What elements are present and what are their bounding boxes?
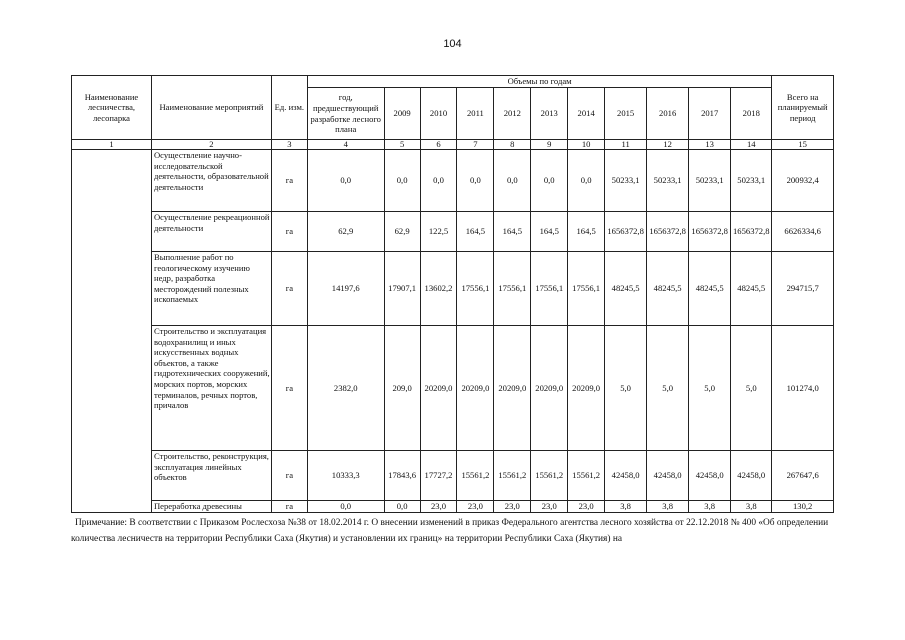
column-number: 8: [494, 140, 531, 150]
column-number: 9: [531, 140, 568, 150]
table-row: [72, 252, 834, 326]
prev-year-cell: 0,0: [307, 501, 384, 513]
year-value-cell: 0,0: [531, 150, 568, 212]
unit-cell: га: [271, 501, 307, 513]
column-number: 10: [568, 140, 605, 150]
prev-year-cell: 14197,6: [307, 252, 384, 326]
unit-cell: га: [271, 150, 307, 212]
header-year: 2012: [494, 88, 531, 140]
year-value-cell: 13602,2: [420, 252, 457, 326]
year-value-cell: 3,8: [605, 501, 647, 513]
year-value-cell: 5,0: [689, 326, 731, 451]
header-forestry: Наименование лесничества, лесопарка: [72, 76, 152, 140]
column-number: 1: [72, 140, 152, 150]
unit-cell: га: [271, 326, 307, 451]
year-value-cell: 0,0: [384, 150, 420, 212]
year-value-cell: 50233,1: [605, 150, 647, 212]
year-value-cell: 0,0: [494, 150, 531, 212]
year-value-cell: 20209,0: [531, 326, 568, 451]
year-value-cell: 42458,0: [689, 451, 731, 501]
year-value-cell: 15561,2: [494, 451, 531, 501]
year-value-cell: 1656372,8: [605, 212, 647, 252]
header-year: 2016: [647, 88, 689, 140]
total-cell: 6626334,6: [772, 212, 834, 252]
year-value-cell: 1656372,8: [731, 212, 772, 252]
year-value-cell: 20209,0: [494, 326, 531, 451]
header-year: 2010: [420, 88, 457, 140]
year-value-cell: 23,0: [531, 501, 568, 513]
year-value-cell: 15561,2: [568, 451, 605, 501]
year-value-cell: 23,0: [568, 501, 605, 513]
year-value-cell: 3,8: [731, 501, 772, 513]
year-value-cell: 3,8: [689, 501, 731, 513]
column-number: 13: [689, 140, 731, 150]
prev-year-cell: 2382,0: [307, 326, 384, 451]
year-value-cell: 48245,5: [689, 252, 731, 326]
measure-name: Переработка древесины: [151, 501, 271, 513]
total-cell: 267647,6: [772, 451, 834, 501]
page-number: 104: [443, 38, 462, 50]
unit-cell: га: [271, 252, 307, 326]
year-value-cell: 0,0: [384, 501, 420, 513]
column-number: 14: [731, 140, 772, 150]
year-value-cell: 48245,5: [605, 252, 647, 326]
year-value-cell: 1656372,8: [689, 212, 731, 252]
forestry-name-cell: [72, 150, 152, 513]
header-total: Всего на планируемый период: [772, 76, 834, 140]
year-value-cell: 23,0: [457, 501, 494, 513]
table-row: [72, 326, 834, 451]
year-value-cell: 20209,0: [457, 326, 494, 451]
column-number: 6: [420, 140, 457, 150]
header-year: 2018: [731, 88, 772, 140]
year-value-cell: 164,5: [457, 212, 494, 252]
column-number: 5: [384, 140, 420, 150]
total-cell: 101274,0: [772, 326, 834, 451]
header-prev-year: год, предшествующий разработке лесного плана: [307, 88, 384, 140]
measure-name: Строительство, реконструкция, эксплуатация линейных объектов: [151, 451, 271, 501]
year-value-cell: 5,0: [647, 326, 689, 451]
measure-name: Выполнение работ по геологическому изучению недр, разработка месторождений полезных ископаемых: [151, 252, 271, 326]
column-number: 4: [307, 140, 384, 150]
year-value-cell: 1656372,8: [647, 212, 689, 252]
table-row: [72, 451, 834, 501]
year-value-cell: 15561,2: [531, 451, 568, 501]
prev-year-cell: 0,0: [307, 150, 384, 212]
year-value-cell: 5,0: [731, 326, 772, 451]
header-year: 2017: [689, 88, 731, 140]
column-number: 15: [772, 140, 834, 150]
header-year: 2011: [457, 88, 494, 140]
year-value-cell: 164,5: [494, 212, 531, 252]
year-value-cell: 62,9: [384, 212, 420, 252]
year-value-cell: 164,5: [531, 212, 568, 252]
year-value-cell: 23,0: [494, 501, 531, 513]
year-value-cell: 0,0: [457, 150, 494, 212]
header-unit: Ед. изм.: [271, 76, 307, 140]
year-value-cell: 15561,2: [457, 451, 494, 501]
column-number: 2: [151, 140, 271, 150]
column-number: 11: [605, 140, 647, 150]
prev-year-cell: 10333,3: [307, 451, 384, 501]
column-number: 7: [457, 140, 494, 150]
year-value-cell: 17843,6: [384, 451, 420, 501]
year-value-cell: 17907,1: [384, 252, 420, 326]
year-value-cell: 17556,1: [457, 252, 494, 326]
year-value-cell: 23,0: [420, 501, 457, 513]
measure-name: Строительство и эксплуатация водохранилищ и иных искусственных водных объектов, а также гидротехнических сооружений, морских портов, морских терминалов, речных портов, причалов: [151, 326, 271, 451]
header-year: 2015: [605, 88, 647, 140]
header-volumes-group: Объемы по годам: [307, 76, 772, 88]
year-value-cell: 42458,0: [647, 451, 689, 501]
year-value-cell: 48245,5: [731, 252, 772, 326]
year-value-cell: 17556,1: [568, 252, 605, 326]
table-row: [72, 212, 834, 252]
unit-cell: га: [271, 212, 307, 252]
year-value-cell: 0,0: [420, 150, 457, 212]
header-year: 2014: [568, 88, 605, 140]
year-value-cell: 3,8: [647, 501, 689, 513]
year-value-cell: 5,0: [605, 326, 647, 451]
total-cell: 200932,4: [772, 150, 834, 212]
year-value-cell: 50233,1: [689, 150, 731, 212]
year-value-cell: 42458,0: [605, 451, 647, 501]
year-value-cell: 20209,0: [420, 326, 457, 451]
total-cell: 294715,7: [772, 252, 834, 326]
footnote: Примечание: В соответствии с Приказом Рослесхоза №38 от 18.02.2014 г. О внесении изменений в приказ Федерального агентства лесного хозяйства от 22.12.2018 № 400 «Об определении количества лесничеств на территории Республики Саха (Якутия) и установлении их границ» на территории Республики Саха (Якутия) на: [71, 518, 829, 544]
column-numbers-row: [72, 140, 834, 150]
measure-name: Осуществление научно-исследовательской деятельности, образовательной деятельности: [151, 150, 271, 212]
year-value-cell: 209,0: [384, 326, 420, 451]
column-number: 12: [647, 140, 689, 150]
header-year: 2013: [531, 88, 568, 140]
measure-name: Осуществление рекреационной деятельности: [151, 212, 271, 252]
year-value-cell: 17556,1: [531, 252, 568, 326]
header-measure: Наименование мероприятий: [151, 76, 271, 140]
year-value-cell: 42458,0: [731, 451, 772, 501]
year-value-cell: 17556,1: [494, 252, 531, 326]
total-cell: 130,2: [772, 501, 834, 513]
year-value-cell: 50233,1: [731, 150, 772, 212]
year-value-cell: 164,5: [568, 212, 605, 252]
year-value-cell: 20209,0: [568, 326, 605, 451]
year-value-cell: 17727,2: [420, 451, 457, 501]
table-row: [72, 501, 834, 513]
year-value-cell: 48245,5: [647, 252, 689, 326]
year-value-cell: 0,0: [568, 150, 605, 212]
column-number: 3: [271, 140, 307, 150]
table-row: [72, 150, 834, 212]
year-value-cell: 122,5: [420, 212, 457, 252]
header-year: 2009: [384, 88, 420, 140]
prev-year-cell: 62,9: [307, 212, 384, 252]
unit-cell: га: [271, 451, 307, 501]
year-value-cell: 50233,1: [647, 150, 689, 212]
forest-plan-table: [71, 75, 834, 513]
